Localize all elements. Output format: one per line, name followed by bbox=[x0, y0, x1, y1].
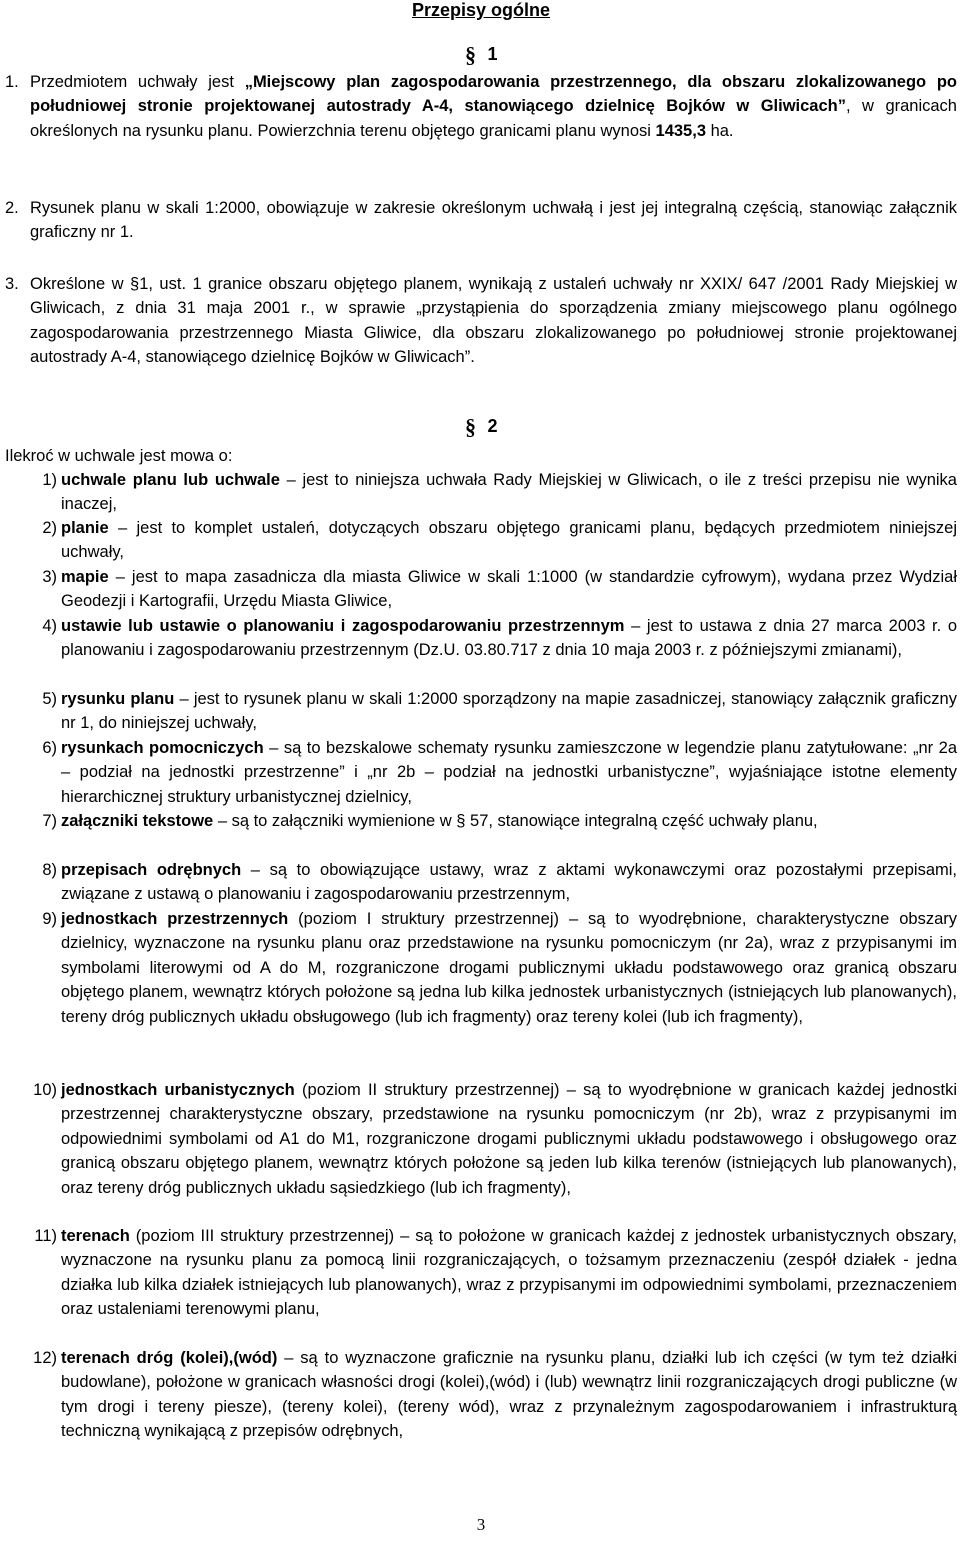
definition-body: (poziom I struktury przestrzennej) – są to wyodrębnione, charakterystyczne obszary dzielnicy, wyznaczone na rysunku planu oraz przedstawione na rysunku pomocniczym (nr 2a), wraz z przypisanymi im symbolami literowymi od A do M, rozgraniczone drogami publicznymi układu podstawowego oraz granicą obszaru objętego planem, wewnątrz których położone są jedna lub kilka jednostek urbanistycznych (istniejących lub planowanych), tereny dróg publicznych układu obsługowego (lub ich fragmenty) oraz tereny kolei (lub ich fragmenty), bbox=[61, 910, 958, 1026]
section-sign-icon bbox=[464, 44, 482, 66]
definition-number: 11) bbox=[34, 1227, 57, 1245]
paragraph-3: Określone w §1, ust. 1 granice obszaru objętego planem, wynikają z ustaleń uchwały nr XXIX/ 647 /2001 Rady Miejskiej w Gliwicach, z dnia 31 maja 2001 r., w sprawie „przystąpienia do sporządzenia zmiany miejscowego planu ogólnego zagospodarowania przestrzennego Miasta Gliwice, dla obszaru zlokalizowanego po południowej stronie projektowanej autostrady A-4, stanowiącego dzielnicę Bojków w Gliwicach”. bbox=[30, 275, 957, 367]
svg-text:§: § bbox=[465, 416, 477, 439]
definition-number: 3) bbox=[42, 568, 57, 586]
section-1-heading: § 1 bbox=[465, 44, 498, 67]
definition-text bbox=[61, 516, 957, 565]
definition-body: (poziom II struktury przestrzennej) – są to wyodrębnione w granicach każdej jednostki przestrzennej charakterystyczne obszary, przedstawione na rysunku pomocniczym (nr 2b), wraz z przypisanymi im odpowiednimi symbolami od A1 do M1, rozgraniczone drogami publicznymi układu podstawowego i obsługowego oraz granicą obszaru objętego planem, wewnątrz których położone są jeden lub kilka terenów (istniejących lub planowanych), oraz tereny dróg publicznych układu sąsiedzkiego (lub ich fragmenty), bbox=[61, 1081, 957, 1197]
definition-body: – jest to rysunek planu w skali 1:2000 sporządzony na mapie zasadniczej, stanowiący załącznik graficzny nr 1, do niniejszej uchwały, bbox=[61, 690, 957, 733]
svg-text:§: § bbox=[465, 44, 477, 67]
definition-text bbox=[61, 565, 957, 614]
definition-number: 8) bbox=[42, 861, 57, 879]
definition-term: jednostkach urbanistycznych bbox=[61, 1081, 295, 1099]
definition-text bbox=[61, 1346, 957, 1444]
definition-term: mapie bbox=[61, 568, 109, 586]
definition-body: – jest to niniejsza uchwała Rady Miejskiej w Gliwicach, o ile z treści przepisu nie wynika inaczej, bbox=[61, 471, 957, 514]
definition-term: przepisach odrębnych bbox=[61, 861, 242, 879]
definition-body: – jest to mapa zasadnicza dla miasta Gliwice w skali 1:1000 (w standardzie cyfrowym), wydana przez Wydział Geodezji i Kartografii, Urzędu Miasta Gliwice, bbox=[61, 568, 957, 611]
definition-body: – są to bezskalowe schematy rysunku zamieszczone w legendzie planu zatytułowane: „nr 2a – podział na jednostki przestrzenne” i „nr 2b – podział na jednostki urbanistyczne”, wyjaśniające istotne elementy hierarchicznej struktury urbanistycznej dzielnicy, bbox=[61, 739, 957, 806]
definition-text bbox=[61, 1078, 957, 1200]
definition-term: terenach dróg (kolei),(wód) bbox=[61, 1349, 278, 1367]
definition-body: – jest to ustawa z dnia 27 marca 2003 r. o planowaniu i zagospodarowaniu przestrzennym (Dz.U. 03.80.717 z dnia 10 maja 2003 r. z późniejszymi zmianami), bbox=[61, 617, 957, 660]
section-sign-icon bbox=[464, 416, 482, 438]
definition-text bbox=[61, 858, 957, 907]
section-sign-icon: § bbox=[130, 275, 140, 293]
definition-body: (poziom III struktury przestrzennej) – są to położone w granicach każdej z jednostek urbanistycznych obszary, wyznaczone na rysunku planu za pomocą linii rozgraniczających, o tożsamym przeznaczeniu (zespół działek - jedna działka lub kilka działek istniejących lub planowanych), wraz z przypisanymi im odpowiednimi symbolami, przeznaczeniem oraz ustaleniami terenowymi planu, bbox=[61, 1227, 957, 1319]
paragraph-1-number: 1. bbox=[5, 73, 19, 91]
paragraph-2-number: 2. bbox=[5, 199, 19, 217]
definition-number: 10) bbox=[33, 1081, 57, 1099]
definition-term: uchwale planu lub uchwale bbox=[61, 471, 280, 489]
definition-number: 2) bbox=[42, 519, 57, 537]
definition-text bbox=[61, 1224, 957, 1322]
definition-number: 9) bbox=[42, 910, 57, 928]
definition-text bbox=[61, 907, 957, 1029]
definition-text bbox=[61, 736, 957, 809]
page-number: 3 bbox=[476, 1515, 486, 1534]
definition-number: 5) bbox=[42, 690, 57, 708]
definition-term: ustawie lub ustawie o planowaniu i zagospodarowaniu przestrzennym bbox=[61, 617, 625, 635]
definition-text bbox=[61, 809, 957, 833]
definition-term: załączniki tekstowe bbox=[61, 812, 214, 830]
definition-term: rysunkach pomocniczych bbox=[61, 739, 264, 757]
definition-number: 1) bbox=[42, 471, 57, 489]
definition-text bbox=[61, 468, 957, 517]
definition-number: 4) bbox=[42, 617, 57, 635]
definition-term: planie bbox=[61, 519, 109, 537]
definition-body: – jest to komplet ustaleń, dotyczących obszaru objętego granicami planu, będących przedmiotem niniejszej uchwały, bbox=[61, 519, 957, 562]
definition-text bbox=[61, 687, 957, 736]
paragraph-1: Przedmiotem uchwały jest „Miejscowy plan zagospodarowania przestrzennego, dla obszaru zlokalizowanego po południowej stronie projektowanej autostrady A-4, stanowiącego dzielnicę Bojków w Gliwicach”, w granicach określonych na rysunku planu. Powierzchnia terenu objętego granicami planu wynosi 1435,3 ha. bbox=[30, 73, 957, 140]
definitions-intro: Ilekroć w uchwale jest mowa o: bbox=[5, 447, 233, 465]
definition-term: jednostkach przestrzennych bbox=[61, 910, 289, 928]
definition-number: 6) bbox=[42, 739, 57, 757]
definition-body: – są to obowiązujące ustawy, wraz z aktami wykonawczymi oraz pozostałymi przepisami, związane z ustawą o planowaniu i zagospodarowaniu przestrzennym, bbox=[61, 861, 957, 904]
definition-term: terenach bbox=[61, 1227, 130, 1245]
paragraph-3-number: 3. bbox=[5, 275, 19, 293]
definition-term: rysunku planu bbox=[61, 690, 175, 708]
definition-body: – są to załączniki wymienione w § 57, stanowiące integralną część uchwały planu, bbox=[213, 812, 818, 830]
definition-number: 7) bbox=[42, 812, 57, 830]
definition-text bbox=[61, 614, 957, 663]
paragraph-2: Rysunek planu w skali 1:2000, obowiązuje w zakresie określonym uchwałą i jest jej integralną częścią, stanowiąc załącznik graficzny nr 1. bbox=[30, 199, 957, 242]
section-2-heading: § 2 bbox=[465, 416, 498, 439]
definition-number: 12) bbox=[33, 1349, 57, 1367]
page-title: Przepisy ogólne bbox=[411, 0, 551, 20]
definition-body: – są to wyznaczone graficznie na rysunku planu, działki lub ich części (w tym też działki budowlane), położone w granicach własności drogi (kolei),(wód) i (lub) wewnątrz linii rozgraniczających drogi publiczne (w tym drogi i tereny piesze), (tereny kolei), (tereny wód), wraz z przynależnym zagospodarowaniem i infrastrukturą techniczną wynikającą z przepisów odrębnych, bbox=[61, 1349, 957, 1441]
